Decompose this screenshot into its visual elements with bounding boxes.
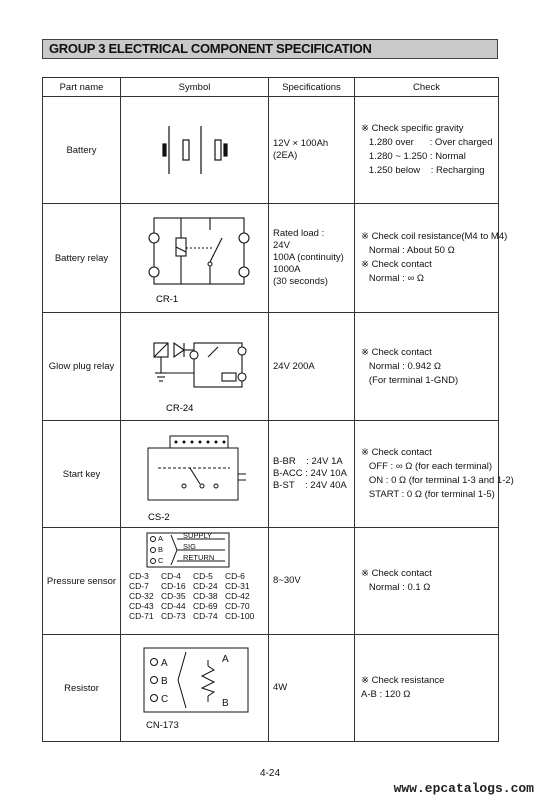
svg-text:CD-73: CD-73 (160, 611, 186, 621)
check-cell: ※ Check specific gravity 1.280 over : Over charged 1.280 ~ 1.250 : Normal 1.250 below : Recharging (355, 97, 499, 204)
svg-text:CD-3: CD-3 (128, 571, 149, 581)
check-cell: ※ Check contact OFF : ∞ Ω (for each terminal) ON : 0 Ω (for terminal 1-3 and 1-2) START : 0 Ω (for terminal 1-5) (355, 421, 499, 528)
svg-text:CD-100: CD-100 (224, 611, 254, 621)
key-switch-icon (130, 424, 260, 524)
svg-text:CD-74: CD-74 (192, 611, 218, 621)
table-header-row (43, 78, 499, 97)
table-row (43, 313, 499, 421)
pressure-sensor-icon (125, 529, 265, 633)
part-name: Pressure sensor (43, 528, 121, 635)
check-cell: ※ Check resistance A-B : 120 Ω (355, 635, 499, 742)
relay-icon (130, 208, 260, 308)
resistor-icon (130, 638, 260, 738)
check-cell: ※ Check contact Normal : 0.1 Ω (355, 528, 499, 635)
svg-text:CD-42: CD-42 (224, 591, 250, 601)
watermark: www.epcatalogs.com (393, 781, 534, 796)
sensor-pin-label: RETURN (182, 553, 214, 562)
svg-text:CD-70: CD-70 (224, 601, 250, 611)
table-row (43, 97, 499, 204)
table-row (43, 421, 499, 528)
table-row (43, 635, 499, 742)
svg-text:CD-43: CD-43 (128, 601, 154, 611)
svg-text:CD-35: CD-35 (160, 591, 186, 601)
part-name: Glow plug relay (43, 313, 121, 421)
resistor-end: B (221, 698, 229, 709)
section-title: GROUP 3 ELECTRICAL COMPONENT SPECIFICATION (49, 41, 372, 56)
part-name: Start key (43, 421, 121, 528)
spec-cell: B-BR : 24V 1A B-ACC : 24V 10A B-ST : 24V 40A (269, 421, 355, 528)
header-check: Check (355, 78, 499, 97)
battery-icon (135, 110, 255, 190)
svg-text:CD-24: CD-24 (192, 581, 218, 591)
svg-text:CD-4: CD-4 (160, 571, 181, 581)
sensor-pin: C (157, 556, 163, 565)
symbol-label: CR-1 (155, 294, 178, 305)
sensor-pin: A (157, 534, 163, 543)
svg-text:CD-44: CD-44 (160, 601, 186, 611)
symbol-label: CR-24 (165, 402, 193, 414)
sensor-pin-label: SUPPLY (182, 531, 212, 540)
svg-text:CD-32: CD-32 (128, 591, 154, 601)
page-number: 4-24 (260, 768, 281, 779)
svg-text:CD-7: CD-7 (128, 581, 149, 591)
pressure-sensor-symbol (121, 528, 269, 635)
table-row (43, 528, 499, 635)
sensor-pin: B (157, 545, 163, 554)
svg-text:CD-38: CD-38 (192, 591, 218, 601)
header-part-name: Part name (43, 78, 121, 97)
svg-text:CD-69: CD-69 (192, 601, 218, 611)
resistor-pin: B (160, 676, 168, 687)
spec-cell: Rated load : 24V 100A (continuity) 1000A (30 seconds) (269, 204, 355, 313)
sensor-pin-label: SIG (182, 542, 196, 551)
start-key-symbol (121, 421, 269, 528)
glow-relay-icon (130, 317, 260, 417)
sensor-code-grid (129, 571, 255, 621)
part-name: Resistor (43, 635, 121, 742)
part-name: Battery relay (43, 204, 121, 313)
svg-text:CD-16: CD-16 (160, 581, 186, 591)
symbol-label: CS-2 (147, 512, 170, 523)
spec-cell: 12V × 100Ah (2EA) (269, 97, 355, 204)
spec-cell: 8~30V (269, 528, 355, 635)
battery-symbol (121, 97, 269, 204)
resistor-pin: C (160, 694, 168, 705)
symbol-label: CN-173 (145, 720, 179, 731)
svg-text:CD-6: CD-6 (224, 571, 245, 581)
spec-cell: 24V 200A (269, 313, 355, 421)
glow-plug-relay-symbol (121, 313, 269, 421)
check-cell: ※ Check coil resistance(M4 to M4) Normal : About 50 Ω ※ Check contact Normal : ∞ Ω (355, 204, 499, 313)
check-cell: ※ Check contact Normal : 0.942 Ω (For terminal 1-GND) (355, 313, 499, 421)
svg-text:CD-31: CD-31 (224, 581, 250, 591)
battery-relay-symbol (121, 204, 269, 313)
resistor-pin: A (160, 658, 168, 669)
header-specifications: Specifications (269, 78, 355, 97)
header-symbol: Symbol (121, 78, 269, 97)
section-title-bar (42, 39, 498, 59)
svg-text:CD-71: CD-71 (128, 611, 154, 621)
spec-table (42, 77, 514, 742)
part-name: Battery (43, 97, 121, 204)
svg-text:CD-5: CD-5 (192, 571, 213, 581)
resistor-symbol (121, 635, 269, 742)
spec-cell: 4W (269, 635, 355, 742)
table-row (43, 204, 499, 313)
resistor-end: A (221, 654, 229, 665)
